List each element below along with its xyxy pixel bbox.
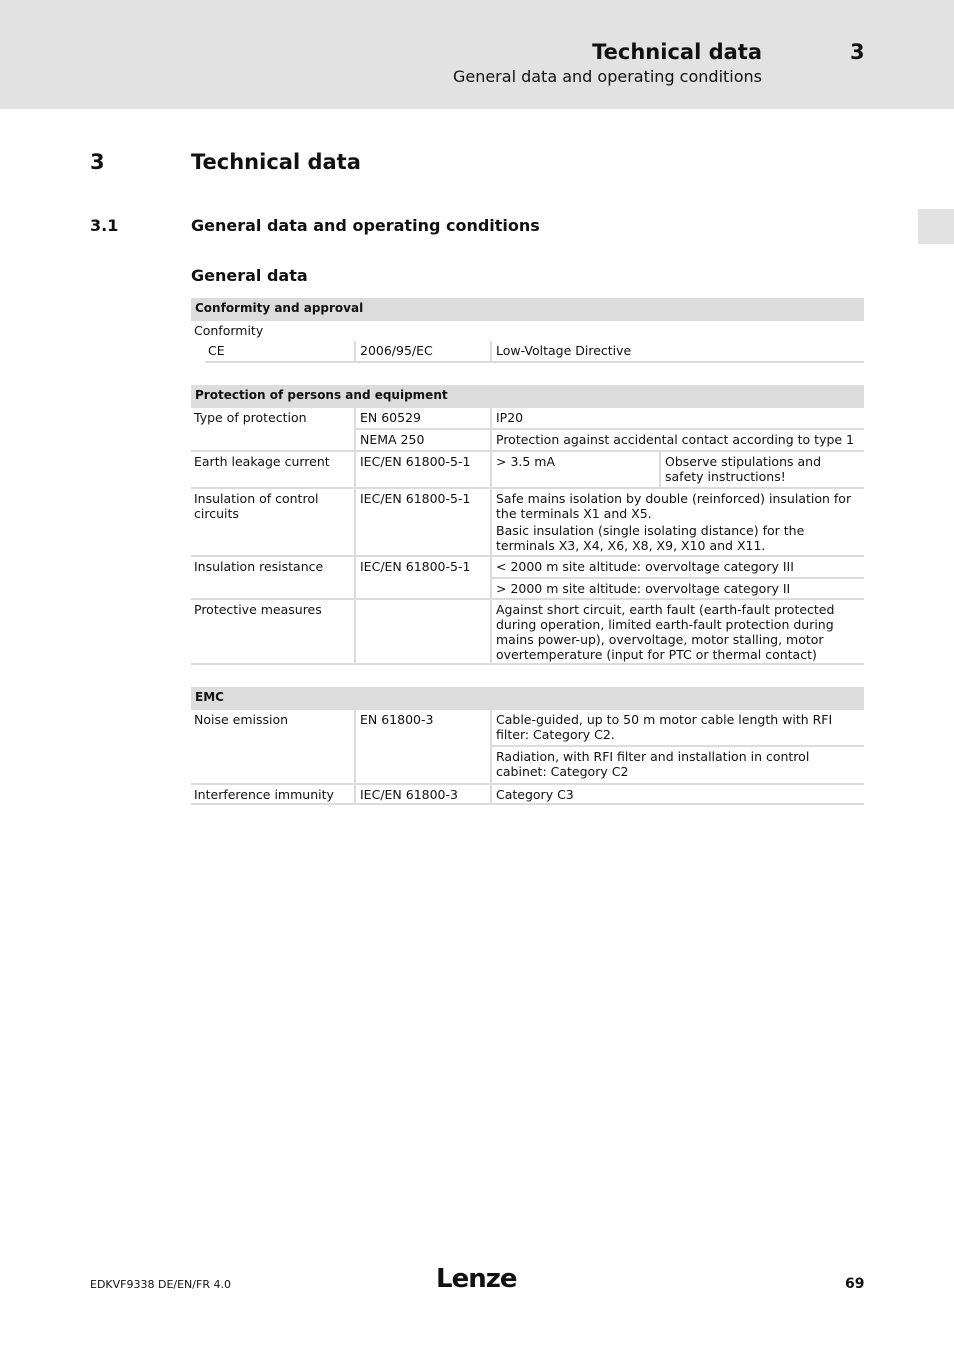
protection-table — [191, 385, 864, 665]
type-protection-val1: IP20 — [496, 410, 524, 425]
table-row — [191, 321, 864, 341]
heading2-number: 3.1 — [90, 216, 119, 235]
type-protection-label: Type of protection — [194, 410, 307, 425]
insulation-control-value2: Basic insulation (single isolating distance) for the terminals X3, X4, X6, X8, X9, X10 and X11. — [496, 523, 805, 553]
earth-leakage-value: > 3.5 mA — [496, 454, 556, 469]
chapter-side-tab — [918, 209, 954, 244]
protective-measures-value: Against short circuit, earth fault (earth-fault protected during operation, limited earth-fault protection during mains power-up), overvoltage, motor stalling, motor overtemperature (input for PTC or thermal contact) — [496, 602, 835, 662]
table-row — [191, 557, 864, 579]
table-row — [191, 452, 864, 489]
conformity-label: Conformity — [194, 323, 264, 338]
emc-table — [191, 687, 864, 805]
protection-table-title: Protection of persons and equipment — [191, 385, 864, 408]
type-protection-std2: NEMA 250 — [360, 432, 425, 447]
page-number: 69 — [845, 1276, 865, 1292]
footer-document-id: EDKVF9338 DE/EN/FR 4.0 — [90, 1278, 231, 1291]
emc-table-title: EMC — [191, 687, 864, 710]
table-row — [191, 600, 864, 665]
table-row — [191, 747, 864, 785]
heading2-title: General data and operating conditions — [191, 216, 540, 235]
noise-emission-value1: Cable-guided, up to 50 m motor cable length with RFI filter: Category C2. — [496, 712, 833, 742]
conformity-table-title: Conformity and approval — [191, 298, 864, 321]
heading1-number: 3 — [90, 150, 105, 174]
header-title: Technical data — [592, 40, 762, 64]
table-row — [191, 430, 864, 452]
heading1-title: Technical data — [191, 150, 361, 174]
protective-measures-label: Protective measures — [194, 602, 322, 617]
insulation-control-std: IEC/EN 61800-5-1 — [360, 491, 471, 506]
ce-directive-code: 2006/95/EC — [360, 343, 433, 358]
type-protection-std1: EN 60529 — [360, 410, 421, 425]
ce-label: CE — [208, 343, 225, 358]
insulation-resistance-std: IEC/EN 61800-5-1 — [360, 559, 471, 574]
interference-immunity-std: IEC/EN 61800-3 — [360, 787, 458, 802]
lenze-logo: Lenze — [436, 1264, 517, 1294]
insulation-control-label: Insulation of control circuits — [194, 491, 319, 521]
header-chapter-number: 3 — [850, 40, 865, 64]
table-row — [191, 710, 864, 747]
ce-directive-name: Low-Voltage Directive — [496, 343, 632, 358]
earth-leakage-note: Observe stipulations and safety instructions! — [665, 454, 821, 484]
header-subtitle: General data and operating conditions — [452, 67, 762, 86]
table-row — [191, 579, 864, 600]
page-header-band — [0, 0, 954, 109]
conformity-table — [191, 298, 864, 363]
table-row — [191, 408, 864, 430]
table-row — [191, 489, 864, 557]
earth-leakage-label: Earth leakage current — [194, 454, 330, 469]
table-row — [205, 341, 864, 363]
noise-emission-value2: Radiation, with RFI filter and installation in control cabinet: Category C2 — [496, 749, 810, 779]
table-row — [191, 785, 864, 805]
type-protection-val2: Protection against accidental contact according to type 1 — [496, 432, 855, 447]
heading3-title: General data — [191, 266, 308, 285]
interference-immunity-value: Category C3 — [496, 787, 574, 802]
noise-emission-label: Noise emission — [194, 712, 289, 727]
insulation-resistance-label: Insulation resistance — [194, 559, 324, 574]
earth-leakage-std: IEC/EN 61800-5-1 — [360, 454, 471, 469]
noise-emission-std: EN 61800-3 — [360, 712, 434, 727]
interference-immunity-label: Interference immunity — [194, 787, 334, 802]
insulation-control-value1: Safe mains isolation by double (reinforced) insulation for the terminals X1 and X5. — [496, 491, 852, 521]
insulation-resistance-value1: < 2000 m site altitude: overvoltage category III — [496, 559, 794, 574]
insulation-resistance-value2: > 2000 m site altitude: overvoltage category II — [496, 581, 791, 596]
